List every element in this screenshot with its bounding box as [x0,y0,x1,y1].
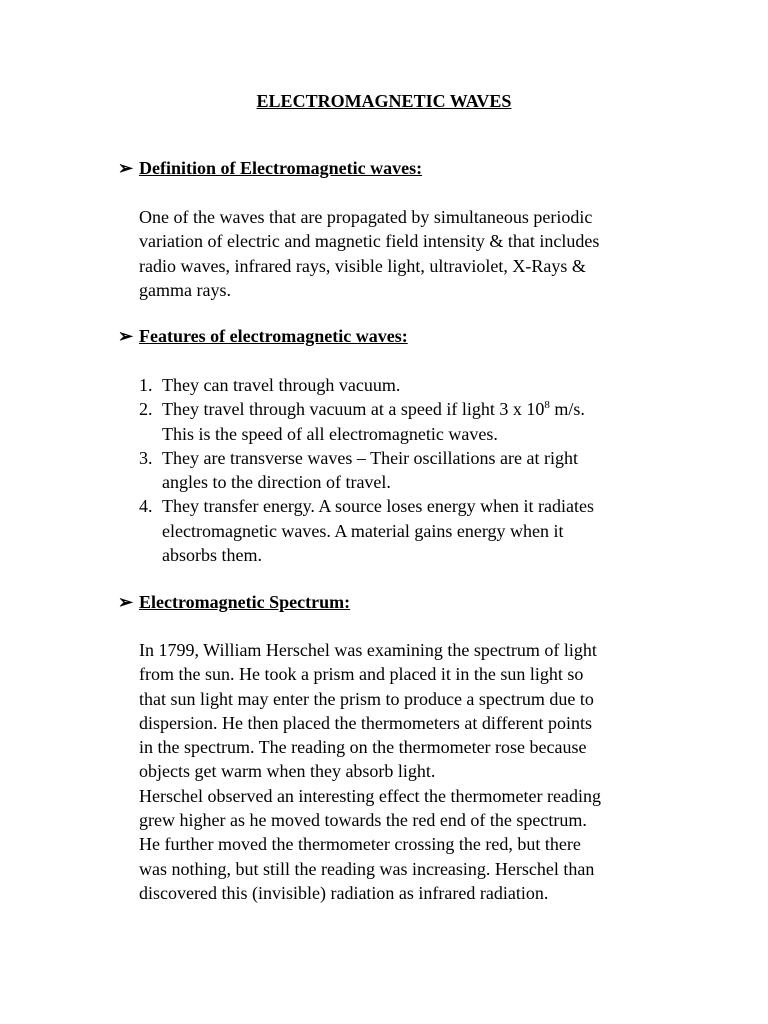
list-item [139,446,699,495]
exponent: 8 [544,399,550,412]
list-item-line: electromagnetic waves. A material gains energy when it [162,520,564,541]
definition-paragraph [139,205,699,302]
spectrum-paragraph [139,638,699,905]
paragraph-line: gamma rays. [139,279,231,300]
list-item-line: absorbs them. [162,545,262,566]
arrow-bullet-icon: ➢ [118,592,134,612]
list-item [139,494,699,567]
section-heading-definition [118,156,422,180]
list-item-line: They can travel through vacuum. [162,375,401,395]
paragraph-line: In 1799, William Herschel was examining the spectrum of light [139,640,597,660]
list-item-line: They are transverse waves – Their oscillations are at right [162,447,579,468]
list-item [139,397,699,446]
unit-text: m/s. [549,399,585,420]
paragraph-line: radio waves, infrared rays, visible light, ultraviolet, X-Rays & [139,255,586,276]
list-number: 1. [139,375,153,395]
paragraph-line: in the spectrum. The reading on the thermometer rose because [139,737,587,758]
list-item-line [162,397,699,421]
list-number: 2. [139,399,153,420]
paragraph-line: One of the waves that are propagated by simultaneous periodic [139,207,593,227]
arrow-bullet-icon: ➢ [118,326,134,346]
paragraph-line: that sun light may enter the prism to produce a spectrum due to [139,688,594,709]
paragraph-line: grew higher as he moved towards the red end of the spectrum. [139,810,587,831]
paragraph-line: discovered this (invisible) radiation as infrared radiation. [139,882,549,903]
paragraph-line: variation of electric and magnetic field intensity & that includes [139,231,600,252]
paragraph-line: was nothing, but still the reading was increasing. Herschel than [139,858,595,879]
section-heading-spectrum [118,590,350,614]
speed-text: They travel through vacuum at a speed if light 3 x 10 [162,399,545,420]
arrow-bullet-icon: ➢ [118,158,134,178]
features-list [139,373,699,567]
list-item-line: This is the speed of all electromagnetic waves. [162,423,498,444]
paragraph-line: He further moved the thermometer crossing the red, but there [139,834,581,855]
section-heading-text: Electromagnetic Spectrum: [139,592,351,612]
paragraph-line: objects get warm when they absorb light. [139,761,436,782]
paragraph-line: Herschel observed an interesting effect the thermometer reading [139,785,601,806]
section-heading-text: Features of electromagnetic waves: [139,326,408,346]
list-item-line: They transfer energy. A source loses energy when it radiates [162,496,595,517]
section-heading-text: Definition of Electromagnetic waves: [139,158,423,178]
page-title: ELECTROMAGNETIC WAVES [256,91,512,111]
paragraph-line: dispersion. He then placed the thermometers at different points [139,712,593,733]
list-item [139,373,699,397]
paragraph-line: from the sun. He took a prism and placed it in the sun light so [139,664,584,685]
list-number: 3. [139,447,153,468]
list-number: 4. [139,496,153,517]
list-item-line: angles to the direction of travel. [162,472,391,493]
section-heading-features [118,324,408,348]
